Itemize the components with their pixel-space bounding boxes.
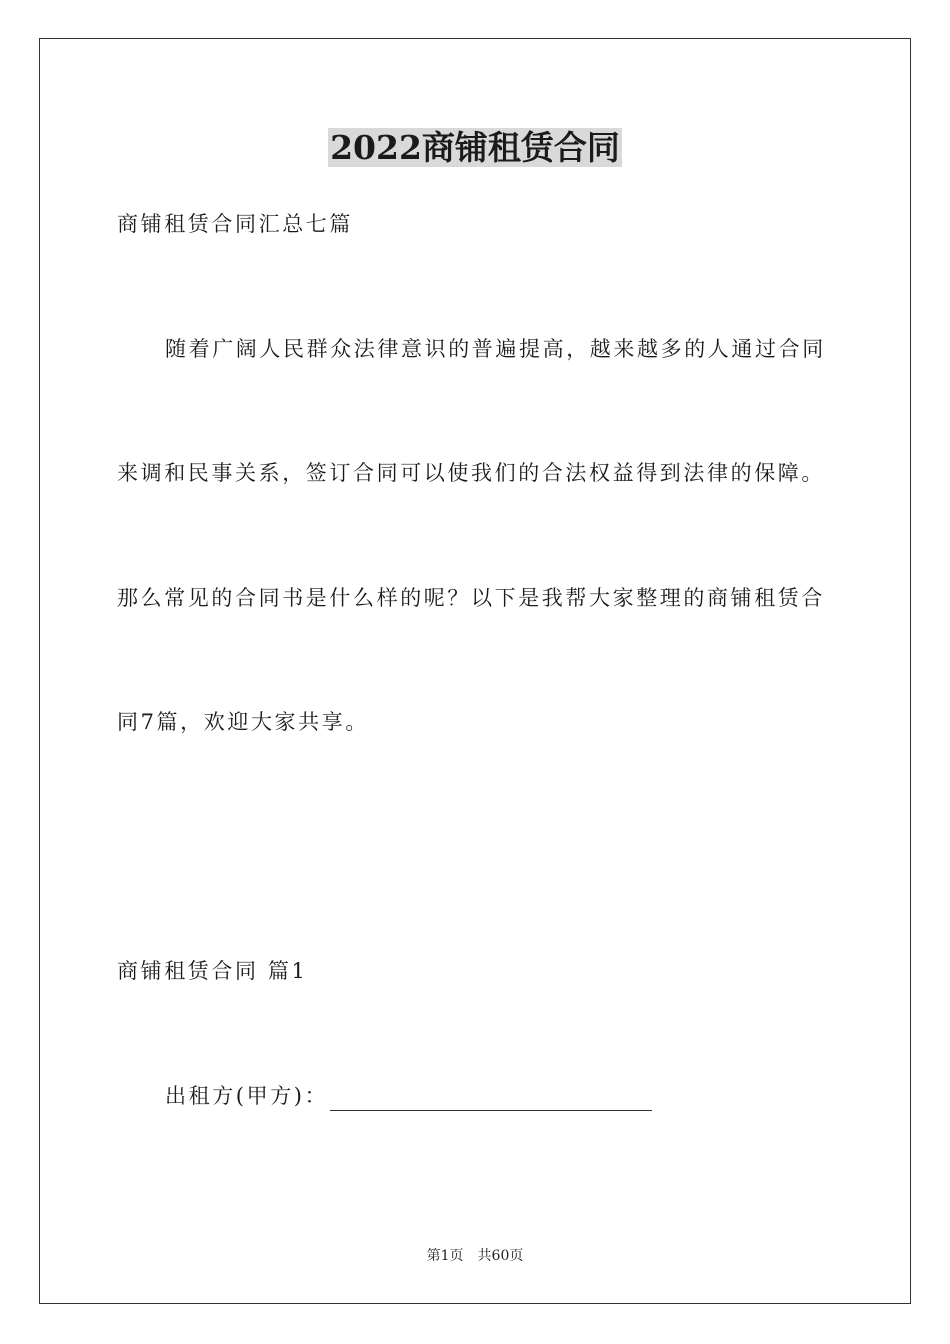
lessor-field — [165, 1081, 652, 1111]
lessor-label: 出租方(甲方)： — [165, 1084, 329, 1108]
intro-line-3: 那么常见的合同书是什么样的呢？以下是我帮大家整理的商铺租赁合 — [117, 586, 825, 610]
intro-line-4: 同7篇，欢迎大家共享。 — [117, 710, 369, 734]
document-title-text: 2022商铺租赁合同 — [330, 128, 620, 167]
section-heading: 商铺租赁合同 篇1 — [117, 959, 308, 983]
document-title — [0, 126, 950, 170]
intro-line-2: 来调和民事关系，签订合同可以使我们的合法权益得到法律的保障。 — [117, 461, 825, 485]
page-total: 共60页 — [477, 1248, 524, 1264]
page-footer — [0, 1246, 950, 1266]
document-subtitle: 商铺租赁合同汇总七篇 — [117, 212, 353, 236]
intro-line-1: 随着广阔人民群众法律意识的普遍提高，越来越多的人通过合同 — [165, 337, 826, 361]
page-number: 第1页 — [426, 1248, 464, 1264]
lessor-blank-line[interactable] — [330, 1088, 652, 1111]
